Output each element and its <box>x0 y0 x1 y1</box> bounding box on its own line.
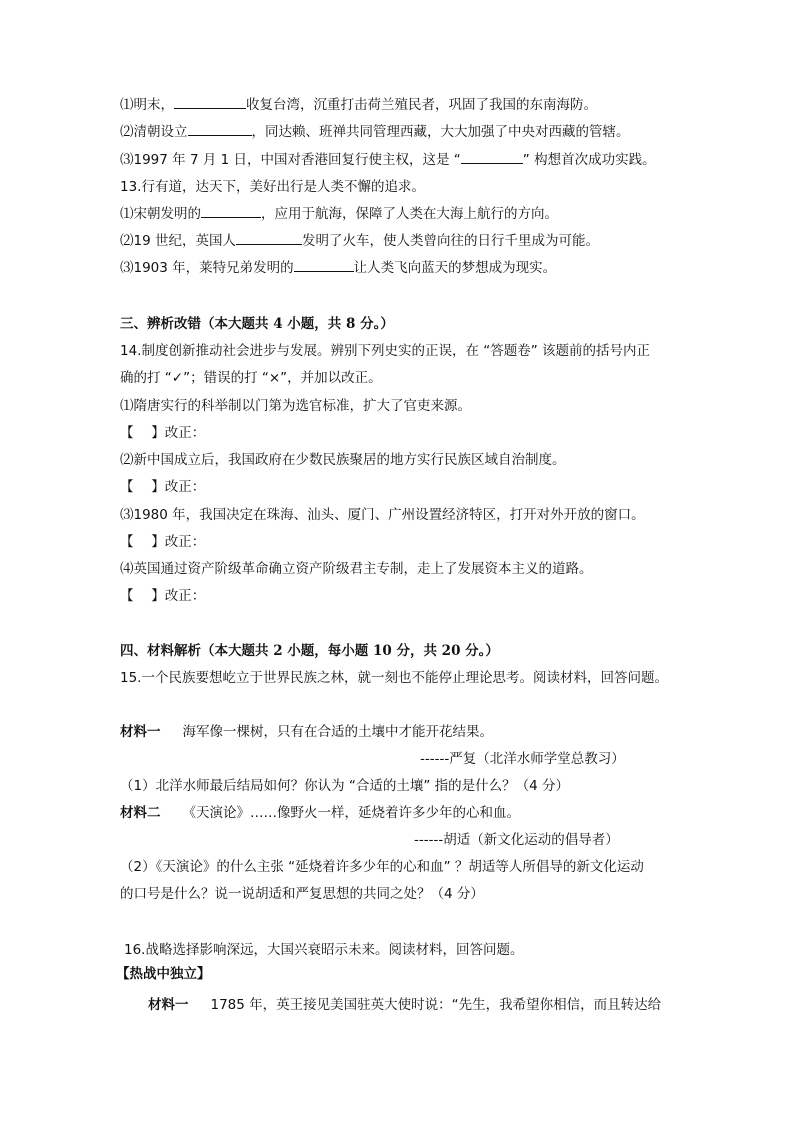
material-2-source: ------胡适（新文化运动的倡导者） <box>414 832 619 848</box>
material-text: 1785 年，英王接见美国驻英大使时说：“先生，我希望你相信，而且转达给 <box>210 997 662 1013</box>
text: ⑵19 世纪，英国人 <box>120 233 236 249</box>
q14-answer-2[interactable]: 【 】改正： <box>120 479 206 495</box>
answer-blank[interactable] <box>174 95 246 109</box>
q14-item-2: ⑵新中国成立后，我国政府在少数民族聚居的地方实行民族区域自治制度。 <box>120 452 566 468</box>
text: 收复台湾，沉重打击荷兰殖民者，巩固了我国的东南海防。 <box>246 97 597 113</box>
material-text: 《天演论》……像野火一样，延烧着许多少年的心和血。 <box>182 805 520 821</box>
q14-item-1: ⑴隋唐实行的科举制以门第为选官标准，扩大了官吏来源。 <box>120 398 471 414</box>
material-text: 海军像一棵树，只有在合适的土壤中才能开花结果。 <box>182 724 493 740</box>
material-label: 材料二 <box>120 805 161 821</box>
text: ” 构想首次成功实践。 <box>522 152 656 168</box>
q16-sub-heading: 【热战中独立】 <box>116 966 211 982</box>
text: ⑶1903 年，莱特兄弟发明的 <box>120 260 294 276</box>
answer-blank[interactable] <box>201 204 261 218</box>
q14-answer-4[interactable]: 【 】改正： <box>120 588 206 604</box>
answer-blank[interactable] <box>188 122 252 136</box>
answer-blank[interactable] <box>236 231 302 245</box>
text: ⑶1997 年 7 月 1 日，中国对香港回复行使主权，这是 “ <box>120 152 461 168</box>
q14-item-4: ⑷英国通过资产阶级革命确立资产阶级君主专制，走上了发展资本主义的道路。 <box>120 561 593 577</box>
q16-stem: 16.战略选择影响深远，大国兴衰昭示未来。阅读材料，回答问题。 <box>124 942 524 958</box>
text: ，同达赖、班禅共同管理西藏，大大加强了中央对西藏的管辖。 <box>251 124 630 140</box>
q15-sub-1: （1）北洋水师最后结局如何？你认为 “合适的土壤” 指的是什么？（4 分） <box>120 778 570 794</box>
material-1-source: ------严复（北洋水师学堂总教习） <box>420 751 625 767</box>
material-3 <box>148 995 661 1015</box>
q12-line-1 <box>120 95 597 115</box>
answer-blank[interactable] <box>294 258 354 272</box>
text: 让人类飞向蓝天的梦想成为现实。 <box>353 260 557 276</box>
q13-line-2 <box>120 231 599 251</box>
q14-stem-line-2: 确的打 “✓”；错误的打 “×”，并加以改正。 <box>120 370 382 386</box>
q15-stem: 15.一个民族要想屹立于世界民族之林，就一刻也不能停止理论思考。阅读材料，回答问题。 <box>120 670 668 686</box>
q12-line-3 <box>120 150 656 170</box>
q14-answer-1[interactable]: 【 】改正： <box>120 425 206 441</box>
q14-answer-3[interactable]: 【 】改正： <box>120 534 206 550</box>
answer-blank[interactable] <box>461 150 523 164</box>
text: ⑴明末， <box>120 97 174 113</box>
material-label: 材料一 <box>120 724 161 740</box>
text: ⑴宋朝发明的 <box>120 206 201 222</box>
q13-stem: 13.行有道，达天下，美好出行是人类不懈的追求。 <box>120 179 425 195</box>
q15-sub-2-line-1: （2）《天演论》的什么主张 “延烧着许多少年的心和血” ？胡适等人所倡导的新文化运动 <box>120 859 644 875</box>
material-label: 材料一 <box>148 997 189 1013</box>
text: ，应用于航海，保障了人类在大海上航行的方向。 <box>261 206 558 222</box>
q14-stem-line-1: 14.制度创新推动社会进步与发展。辨别下列史实的正误，在 “答题卷” 该题前的括号内正 <box>120 343 651 359</box>
material-1 <box>120 722 493 742</box>
q12-line-2 <box>120 122 630 142</box>
section-4-heading: 四、材料解析（本大题共 2 小题，每小题 10 分，共 20 分。） <box>120 643 499 659</box>
material-2 <box>120 803 520 823</box>
text: ⑵清朝设立 <box>120 124 188 140</box>
q13-line-1 <box>120 204 558 224</box>
text: 发明了火车，使人类曾向往的日行千里成为可能。 <box>301 233 599 249</box>
section-3-heading: 三、辨析改错（本大题共 4 小题，共 8 分。） <box>120 316 394 332</box>
q15-sub-2-line-2: 的口号是什么？说一说胡适和严复思想的共同之处？（4 分） <box>120 886 484 902</box>
q14-item-3: ⑶1980 年，我国决定在珠海、汕头、厦门、广州设置经济特区，打开对外开放的窗口。 <box>120 507 645 523</box>
q13-line-3 <box>120 258 556 278</box>
